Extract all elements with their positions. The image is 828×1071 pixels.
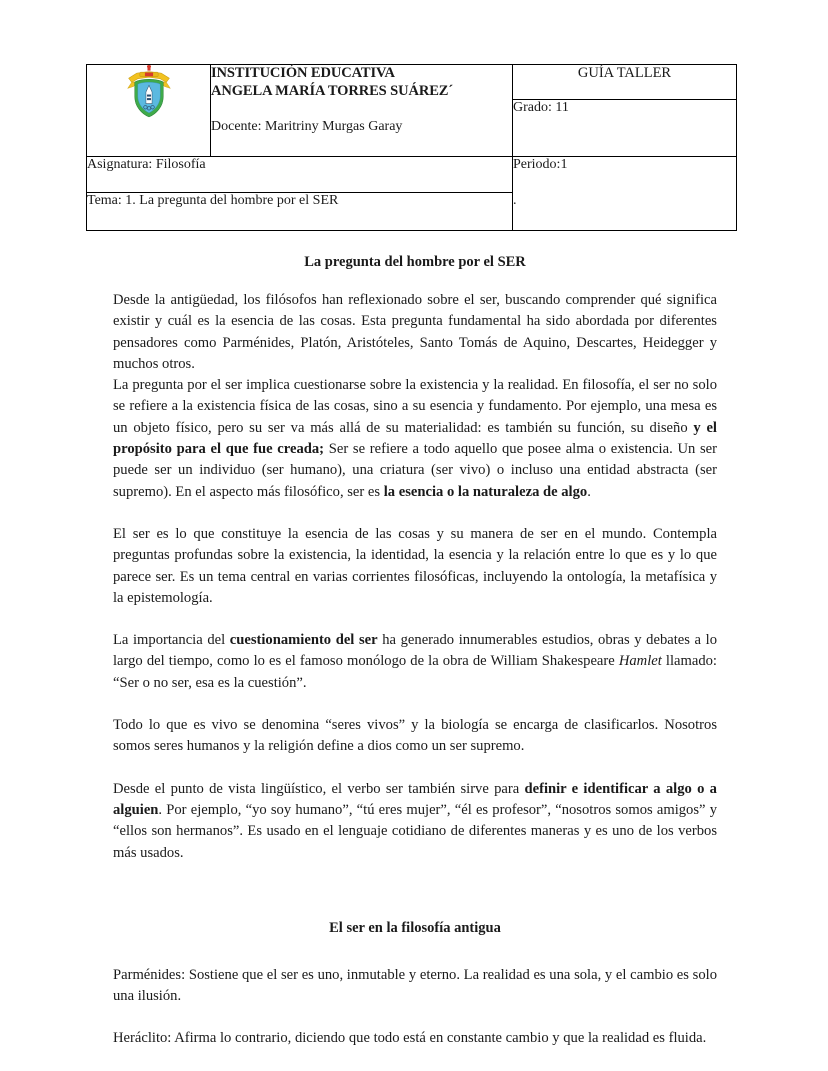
spacer-4 — [113, 758, 717, 779]
paragraph-4-part-a: La importancia del — [113, 632, 230, 649]
period-label: Periodo:1 — [513, 157, 568, 172]
paragraph-4-part-b: ha generado innumerables estudios, obras y debates a lo largo del tiempo, como lo es el famoso monólogo de la obra de William Shakespeare — [113, 632, 717, 670]
paragraph-5: Todo lo que es vivo se denomina “seres vivos” y la biología se encarga de clasificarlos. Nosotros somos seres humanos y la religión define a dios como un ser supremo. — [113, 717, 717, 755]
institution-crest-icon — [123, 65, 175, 121]
spacer-2 — [113, 609, 717, 630]
spacer-5 — [113, 864, 717, 919]
spacer-6 — [113, 937, 717, 965]
institution-name-line-1: INSTITUCIÓN EDUCATIVA — [211, 65, 395, 81]
header-info-table — [86, 64, 737, 231]
institution-name — [211, 65, 512, 100]
institution-cell — [211, 65, 513, 157]
paragraph-4-part-c: llamado: “Ser o no ser, esa es la cuestión”. — [113, 653, 717, 691]
paragraph-2-bold-2: la esencia o la naturaleza de algo — [383, 483, 588, 500]
header-row-top — [87, 65, 737, 100]
paragraph-7-parmenides: Parménides: Sostiene que el ser es uno, inmutable y eterno. La realidad es una sola, y el cambio es solo una ilusión. — [113, 966, 717, 1005]
subject-cell: Asignatura: Filosofía — [87, 157, 513, 193]
teacher-name: Docente: Maritriny Murgas Garay — [211, 119, 403, 134]
period-cell — [513, 157, 737, 231]
document-body — [113, 253, 717, 1050]
paragraph-1: Desde la antigüedad, los filósofos han reflexionado sobre el ser, buscando comprender qué significa existir y cuál es la esencia de las cosas. Esta pregunta fundamental ha sido abordada por diferentes pensadores como Parménides, Platón, Aristóteles, Santo Tomás de Aquino, Descartes, Heidegger y muchos otros. — [113, 292, 717, 372]
guide-type-cell: GUÍA TALLER — [513, 65, 737, 100]
paragraph-4-italic-hamlet: Hamlet — [618, 653, 662, 670]
paragraph-3: El ser es lo que constituye la esencia de las cosas y su manera de ser en el mundo. Contempla preguntas profundas sobre la existencia, la identidad, la esencia y la relación entre lo que es y lo que parece ser. Es un tema central en varias corrientes filosóficas, incluyendo la ontología, la metafísica y la epistemología. — [113, 525, 717, 606]
paragraph-6-part-a: Desde el punto de vista lingüístico, el verbo ser también sirve para — [113, 780, 525, 797]
logo-cell — [87, 65, 211, 157]
topic-cell: Tema: 1. La pregunta del hombre por el SER — [87, 193, 513, 231]
page-title: La pregunta del hombre por el SER — [304, 254, 526, 270]
grade-cell: Grado: 11 — [513, 100, 737, 157]
spacer-1 — [113, 503, 717, 524]
paragraph-6-bold: definir e identificar a algo o a alguien — [113, 780, 717, 818]
paragraph-8-heraclito: Heráclito: Afirma lo contrario, diciendo que todo está en constante cambio y que la realidad es fluida. — [113, 1030, 707, 1047]
paragraph-2 — [113, 375, 717, 503]
spacer-7 — [113, 1007, 717, 1028]
header-row-subject — [87, 157, 737, 193]
institution-name-line-2: ANGELA MARÍA TORRES SUÁREZ´ — [211, 82, 454, 99]
paragraph-4 — [113, 630, 717, 694]
paragraph-6 — [113, 779, 717, 864]
period-note: . — [513, 193, 517, 208]
paragraph-6-part-b: . Por ejemplo, “yo soy humano”, “tú eres mujer”, “él es profesor”, “nosotros somos amigos” y “ellos son hermanos”. Es usado en el lenguaje cotidiano de diferentes maneras y es uno de los verbos más usados. — [113, 801, 717, 861]
paragraph-4-bold: cuestionamiento del ser — [229, 632, 378, 649]
paragraph-2-bold-1: y el propósito para el que fue creada; — [113, 419, 717, 458]
paragraph-2-part-b: Ser se refiere a todo aquello que posee alma o existencia. Un ser puede ser un individuo (ser humano), una criatura (ser vivo) o incluso una entidad abstracta (ser supremo). En el aspecto más filosófico, ser es — [113, 441, 717, 500]
section-title-antigua: El ser en la filosofía antigua — [329, 919, 501, 936]
paragraph-2-part-c: . — [587, 483, 591, 500]
spacer-3 — [113, 694, 717, 715]
paragraph-2-part-a: La pregunta por el ser implica cuestionarse sobre la existencia y la realidad. En filosofía, el ser no solo se refiere a la existencia física de las cosas, sino a su esencia y fundamento. Por ejemplo, una mesa es un objeto físico, pero su ser va más allá de su materialidad: es también su función, su diseño — [113, 377, 717, 436]
